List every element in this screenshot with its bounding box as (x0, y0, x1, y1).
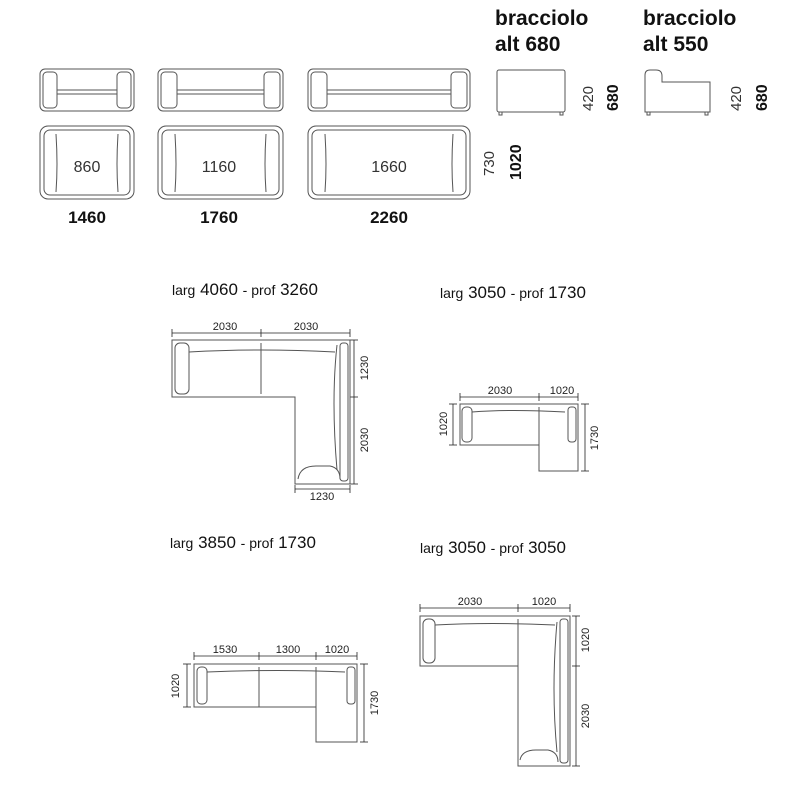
config-1-dim-top-1: 2030 (212, 321, 238, 333)
config-3-dimension-lines (183, 652, 368, 742)
armrest-550-seat-height: 420 (728, 85, 745, 111)
config-1-dim-right-2: 2030 (359, 427, 371, 453)
config-4-corner-sofa (420, 616, 570, 766)
sofa-1760-inner-width: 1160 (201, 159, 237, 176)
config-2-dim-top-2: 1020 (549, 385, 575, 397)
config-3-dim-top-2: 1300 (275, 644, 301, 656)
armrest-550-height: alt 550 (643, 33, 709, 56)
armrest-550-total-height: 680 (754, 84, 771, 111)
config-4-dim-top-1: 2030 (457, 596, 483, 608)
config-2-dim-left: 1020 (438, 411, 450, 437)
config-3-dim-top-1: 1530 (212, 644, 238, 656)
config-3-dim-left: 1020 (170, 673, 182, 699)
sofa-1760-front-view (158, 69, 283, 111)
armrest-680-seat-height: 420 (580, 85, 597, 111)
config-3-caption: larg 3850 - prof 1730 (170, 533, 316, 552)
sofa-2260-total-width: 2260 (370, 208, 408, 227)
sofa-1760-total-width: 1760 (200, 208, 238, 227)
config-3-dim-right: 1730 (369, 690, 381, 716)
config-4-dim-right-2: 2030 (580, 703, 592, 729)
armrest-680-height: alt 680 (495, 33, 561, 56)
armrest-550-title: bracciolo (643, 7, 737, 30)
config-1-corner-sofa (172, 340, 350, 484)
sofa-1460-total-width: 1460 (68, 208, 106, 227)
config-1-caption: larg 4060 - prof 3260 (172, 280, 318, 299)
sofa-2260-front-view (308, 69, 470, 111)
config-2-dim-right: 1730 (589, 425, 601, 451)
config-2-caption: larg 3050 - prof 1730 (440, 283, 586, 302)
sofa-total-depth: 1020 (508, 144, 525, 180)
sofa-1460-front-view (40, 69, 134, 111)
config-4-dim-top-2: 1020 (531, 596, 557, 608)
config-2-chaise-sofa (460, 404, 578, 471)
sofa-2260-inner-width: 1660 (371, 159, 407, 176)
config-1-dim-right-1: 1230 (359, 355, 371, 381)
config-3-dim-top-3: 1020 (324, 644, 350, 656)
config-1-dim-top-2: 2030 (293, 321, 319, 333)
armrest-680-title: bracciolo (495, 7, 589, 30)
sofa-seat-depth: 730 (481, 150, 498, 176)
config-2-dim-top-1: 2030 (487, 385, 513, 397)
sofa-1460-inner-width: 860 (73, 159, 101, 176)
config-4-caption: larg 3050 - prof 3050 (420, 538, 566, 557)
config-3-chaise-sofa (194, 664, 357, 742)
armrest-550-side-view (645, 70, 710, 115)
armrest-680-total-height: 680 (605, 84, 622, 111)
config-1-dimension-lines (172, 329, 358, 493)
config-4-dim-right-1: 1020 (580, 627, 592, 653)
armrest-680-side-view (497, 70, 565, 115)
config-1-dim-bottom: 1230 (309, 491, 335, 503)
